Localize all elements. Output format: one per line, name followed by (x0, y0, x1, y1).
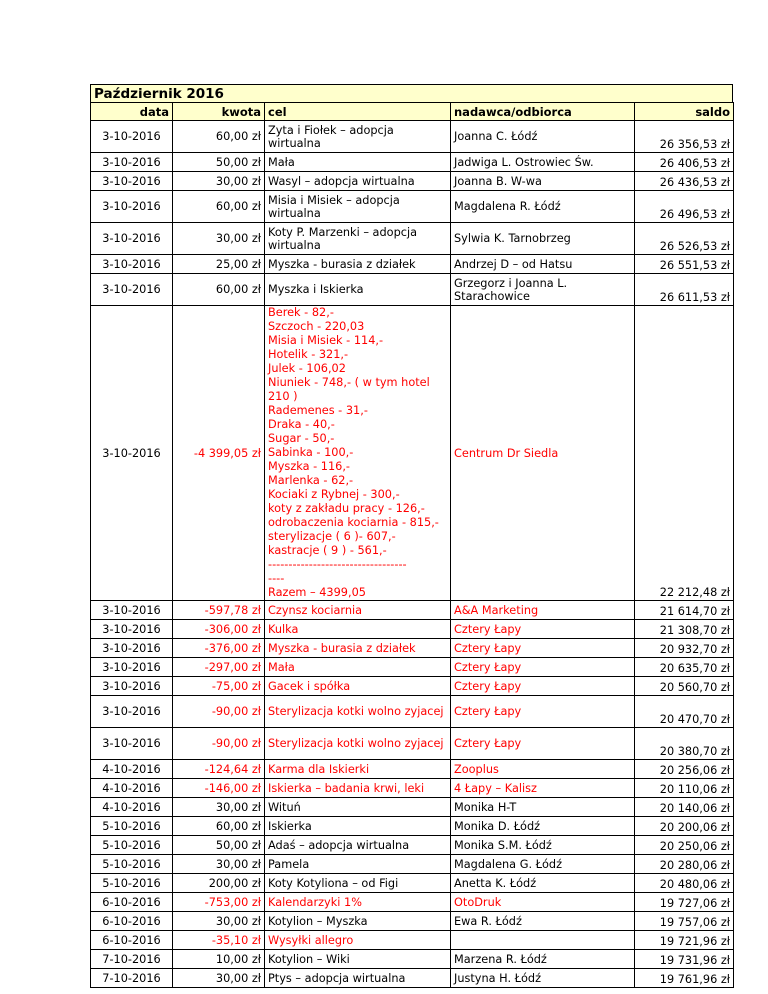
table-row (91, 677, 734, 696)
table-row (91, 172, 734, 191)
table-row (91, 950, 734, 969)
cell-data: 3-10-2016 (91, 255, 173, 274)
table-row (91, 223, 734, 255)
cell-cel: Czynsz kociarnia (265, 601, 451, 620)
table-row (91, 855, 734, 874)
cell-nadawca: Cztery Łapy (451, 620, 635, 639)
cell-saldo: 19 757,06 zł (635, 912, 734, 931)
cell-cel: Wysyłki allegro (265, 931, 451, 950)
cell-saldo: 26 436,53 zł (635, 172, 734, 191)
cell-nadawca: Zooplus (451, 760, 635, 779)
cell-cel: Karma dla Iskierki (265, 760, 451, 779)
cell-kwota: 60,00 zł (173, 817, 265, 836)
cell-nadawca: Justyna H. Łódź (451, 969, 635, 988)
cell-saldo: 20 480,06 zł (635, 874, 734, 893)
cell-saldo: 20 635,70 zł (635, 658, 734, 677)
cell-cel: Sterylizacja kotki wolno zyjacej (265, 728, 451, 760)
table-row (91, 760, 734, 779)
table-row (91, 728, 734, 760)
cell-nadawca: Magdalena R. Łódź (451, 191, 635, 223)
table-row (91, 658, 734, 677)
cell-kwota: -75,00 zł (173, 677, 265, 696)
cell-nadawca: Ewa R. Łódź (451, 912, 635, 931)
cell-cel: Pamela (265, 855, 451, 874)
cell-kwota: -753,00 zł (173, 893, 265, 912)
cel-line: Berek - 82,- (268, 306, 334, 319)
cell-data: 3-10-2016 (91, 620, 173, 639)
cel-line: kastracje ( 9 ) - 561,- (268, 544, 387, 557)
table-row (91, 931, 734, 950)
cell-kwota: 200,00 zł (173, 874, 265, 893)
table-row (91, 121, 734, 153)
table-row (91, 779, 734, 798)
cell-data: 3-10-2016 (91, 172, 173, 191)
cell-nadawca: Monika D. Łódź (451, 817, 635, 836)
cel-line: ---- (268, 572, 285, 585)
cell-nadawca: Anetta K. Łódź (451, 874, 635, 893)
cell-kwota: -90,00 zł (173, 696, 265, 728)
header-row (91, 103, 734, 121)
cell-nadawca: 4 Łapy – Kalisz (451, 779, 635, 798)
cel-line: Rademenes - 31,- (268, 404, 368, 417)
cell-saldo: 20 200,06 zł (635, 817, 734, 836)
cel-line: Sabinka - 100,- (268, 446, 354, 459)
cell-nadawca: Cztery Łapy (451, 696, 635, 728)
cell-nadawca: Jadwiga L. Ostrowiec Św. (451, 153, 635, 172)
cell-nadawca: Marzena R. Łódź (451, 950, 635, 969)
cell-saldo: 26 406,53 zł (635, 153, 734, 172)
cell-cel: Koty Kotyliona – od Figi (265, 874, 451, 893)
cell-data: 3-10-2016 (91, 223, 173, 255)
cell-nadawca: Centrum Dr Siedla (451, 306, 635, 601)
header-data: data (91, 103, 173, 121)
table-row (91, 620, 734, 639)
cell-nadawca (451, 931, 635, 950)
cel-line: Marlenka - 62,- (268, 474, 354, 487)
header-nadawca: nadawca/odbiorca (451, 103, 635, 121)
table-row (91, 153, 734, 172)
cell-saldo: 19 727,06 zł (635, 893, 734, 912)
table-row (91, 306, 734, 601)
cell-kwota: 30,00 zł (173, 912, 265, 931)
cel-line: Misia i Misiek - 114,- (268, 334, 384, 347)
cell-kwota: 50,00 zł (173, 153, 265, 172)
cell-cel: Adaś – adopcja wirtualna (265, 836, 451, 855)
cel-line: ---------------------------------- (268, 558, 407, 571)
table-row (91, 836, 734, 855)
table-row (91, 798, 734, 817)
cell-saldo: 22 212,48 zł (635, 306, 734, 601)
cel-line: Myszka - 116,- (268, 460, 351, 473)
table-row (91, 969, 734, 988)
cell-kwota: 30,00 zł (173, 855, 265, 874)
table-row (91, 696, 734, 728)
cell-kwota: 50,00 zł (173, 836, 265, 855)
cell-cel: Kalendarzyki 1% (265, 893, 451, 912)
cell-kwota: -146,00 zł (173, 779, 265, 798)
sheet-title: Październik 2016 (90, 84, 733, 102)
cell-cel: Wasyl – adopcja wirtualna (265, 172, 451, 191)
cell-kwota: -35,10 zł (173, 931, 265, 950)
cell-data: 3-10-2016 (91, 601, 173, 620)
cell-data: 6-10-2016 (91, 931, 173, 950)
cell-nadawca: Andrzej D – od Hatsu (451, 255, 635, 274)
cell-saldo: 21 614,70 zł (635, 601, 734, 620)
cell-cel: Myszka - burasia z działek (265, 255, 451, 274)
cell-kwota: -4 399,05 zł (173, 306, 265, 601)
table-row (91, 255, 734, 274)
cell-saldo: 20 470,70 zł (635, 696, 734, 728)
header-saldo: saldo (635, 103, 734, 121)
cell-data: 4-10-2016 (91, 779, 173, 798)
cell-cel: Wituń (265, 798, 451, 817)
cell-nadawca: Sylwia K. Tarnobrzeg (451, 223, 635, 255)
cell-kwota: 10,00 zł (173, 950, 265, 969)
cell-cel: Mała (265, 153, 451, 172)
cel-line: Julek - 106,02 (268, 362, 346, 375)
table-body (91, 121, 734, 988)
cell-data: 5-10-2016 (91, 836, 173, 855)
cell-saldo: 26 611,53 zł (635, 274, 734, 306)
cell-saldo: 20 110,06 zł (635, 779, 734, 798)
cell-saldo: 20 280,06 zł (635, 855, 734, 874)
cel-line: Draka - 40,- (268, 418, 335, 431)
cell-kwota: 60,00 zł (173, 274, 265, 306)
header-kwota: kwota (173, 103, 265, 121)
cell-data: 5-10-2016 (91, 874, 173, 893)
cell-saldo: 19 721,96 zł (635, 931, 734, 950)
cell-cel: Kotylion – Myszka (265, 912, 451, 931)
cel-line: odrobaczenia kociarnia - 815,- (268, 516, 439, 529)
cell-kwota: 25,00 zł (173, 255, 265, 274)
cell-data: 4-10-2016 (91, 760, 173, 779)
cell-data: 5-10-2016 (91, 855, 173, 874)
cell-data: 3-10-2016 (91, 639, 173, 658)
cell-cel: Ptys – adopcja wirtualna (265, 969, 451, 988)
cell-kwota: 30,00 zł (173, 223, 265, 255)
cell-cel: Myszka - burasia z działek (265, 639, 451, 658)
cell-data: 5-10-2016 (91, 817, 173, 836)
cell-data: 3-10-2016 (91, 153, 173, 172)
cell-saldo: 20 560,70 zł (635, 677, 734, 696)
table-row (91, 817, 734, 836)
cell-cel: Gacek i spółka (265, 677, 451, 696)
cell-saldo: 26 551,53 zł (635, 255, 734, 274)
transactions-table (90, 102, 734, 988)
cel-line: Hotelik - 321,- (268, 348, 349, 361)
cell-data: 3-10-2016 (91, 696, 173, 728)
cell-nadawca: Cztery Łapy (451, 639, 635, 658)
table-row (91, 191, 734, 223)
cell-nadawca: Cztery Łapy (451, 658, 635, 677)
cell-saldo: 19 731,96 zł (635, 950, 734, 969)
cell-cel (265, 306, 451, 601)
cell-nadawca: Monika H-T (451, 798, 635, 817)
cel-line: Szczoch - 220,03 (268, 320, 365, 333)
cell-data: 7-10-2016 (91, 950, 173, 969)
cell-nadawca: A&A Marketing (451, 601, 635, 620)
cell-cel: Misia i Misiek – adopcja wirtualna (265, 191, 451, 223)
table-row (91, 274, 734, 306)
cell-saldo: 20 380,70 zł (635, 728, 734, 760)
cel-line: Sugar - 50,- (268, 432, 335, 445)
cell-data: 3-10-2016 (91, 728, 173, 760)
cel-line: 210 ) (268, 390, 298, 403)
cel-line: Niuniek - 748,- ( w tym hotel (268, 376, 430, 389)
cell-nadawca: Cztery Łapy (451, 728, 635, 760)
cell-nadawca: Grzegorz i Joanna L. Starachowice (451, 274, 635, 306)
cell-data: 3-10-2016 (91, 121, 173, 153)
table-row (91, 601, 734, 620)
cell-data: 3-10-2016 (91, 677, 173, 696)
cell-kwota: -90,00 zł (173, 728, 265, 760)
cell-saldo: 20 932,70 zł (635, 639, 734, 658)
cell-data: 4-10-2016 (91, 798, 173, 817)
cell-nadawca: OtoDruk (451, 893, 635, 912)
cell-saldo: 26 356,53 zł (635, 121, 734, 153)
cell-data: 6-10-2016 (91, 893, 173, 912)
cel-line: sterylizacje ( 6 )- 607,- (268, 530, 396, 543)
cell-saldo: 26 526,53 zł (635, 223, 734, 255)
cell-saldo: 20 250,06 zł (635, 836, 734, 855)
cell-cel: Zyta i Fiołek – adopcja wirtualna (265, 121, 451, 153)
cell-kwota: 30,00 zł (173, 798, 265, 817)
cell-data: 3-10-2016 (91, 191, 173, 223)
cell-kwota: 60,00 zł (173, 121, 265, 153)
cell-kwota: -297,00 zł (173, 658, 265, 677)
table-row (91, 912, 734, 931)
cell-cel: Koty P. Marzenki – adopcja wirtualna (265, 223, 451, 255)
cell-data: 3-10-2016 (91, 274, 173, 306)
table-row (91, 639, 734, 658)
table-row (91, 874, 734, 893)
cell-kwota: 60,00 zł (173, 191, 265, 223)
cell-data: 3-10-2016 (91, 658, 173, 677)
cell-kwota: 30,00 zł (173, 969, 265, 988)
cell-cel: Iskierka – badania krwi, leki (265, 779, 451, 798)
cell-data: 6-10-2016 (91, 912, 173, 931)
cell-kwota: -124,64 zł (173, 760, 265, 779)
cell-saldo: 21 308,70 zł (635, 620, 734, 639)
cell-nadawca: Magdalena G. Łódź (451, 855, 635, 874)
cell-cel: Sterylizacja kotki wolno zyjacej (265, 696, 451, 728)
cell-cel: Mała (265, 658, 451, 677)
cell-data: 3-10-2016 (91, 306, 173, 601)
cell-cel: Iskierka (265, 817, 451, 836)
cell-saldo: 19 761,96 zł (635, 969, 734, 988)
cel-line: Kociaki z Rybnej - 300,- (268, 488, 400, 501)
cell-cel: Kotylion – Wiki (265, 950, 451, 969)
cell-saldo: 26 496,53 zł (635, 191, 734, 223)
cell-kwota: -597,78 zł (173, 601, 265, 620)
cel-line: Razem – 4399,05 (268, 586, 366, 599)
header-cel: cel (265, 103, 451, 121)
cell-nadawca: Joanna B. W-wa (451, 172, 635, 191)
table-row (91, 893, 734, 912)
cell-kwota: -306,00 zł (173, 620, 265, 639)
cell-kwota: 30,00 zł (173, 172, 265, 191)
cell-cel: Kulka (265, 620, 451, 639)
cell-saldo: 20 140,06 zł (635, 798, 734, 817)
cell-nadawca: Joanna C. Łódź (451, 121, 635, 153)
cell-cel: Myszka i Iskierka (265, 274, 451, 306)
cell-data: 7-10-2016 (91, 969, 173, 988)
cell-nadawca: Cztery Łapy (451, 677, 635, 696)
cell-kwota: -376,00 zł (173, 639, 265, 658)
cell-nadawca: Monika S.M. Łódź (451, 836, 635, 855)
spreadsheet (90, 84, 733, 988)
cel-line: koty z zakładu pracy - 126,- (268, 502, 425, 515)
cell-saldo: 20 256,06 zł (635, 760, 734, 779)
